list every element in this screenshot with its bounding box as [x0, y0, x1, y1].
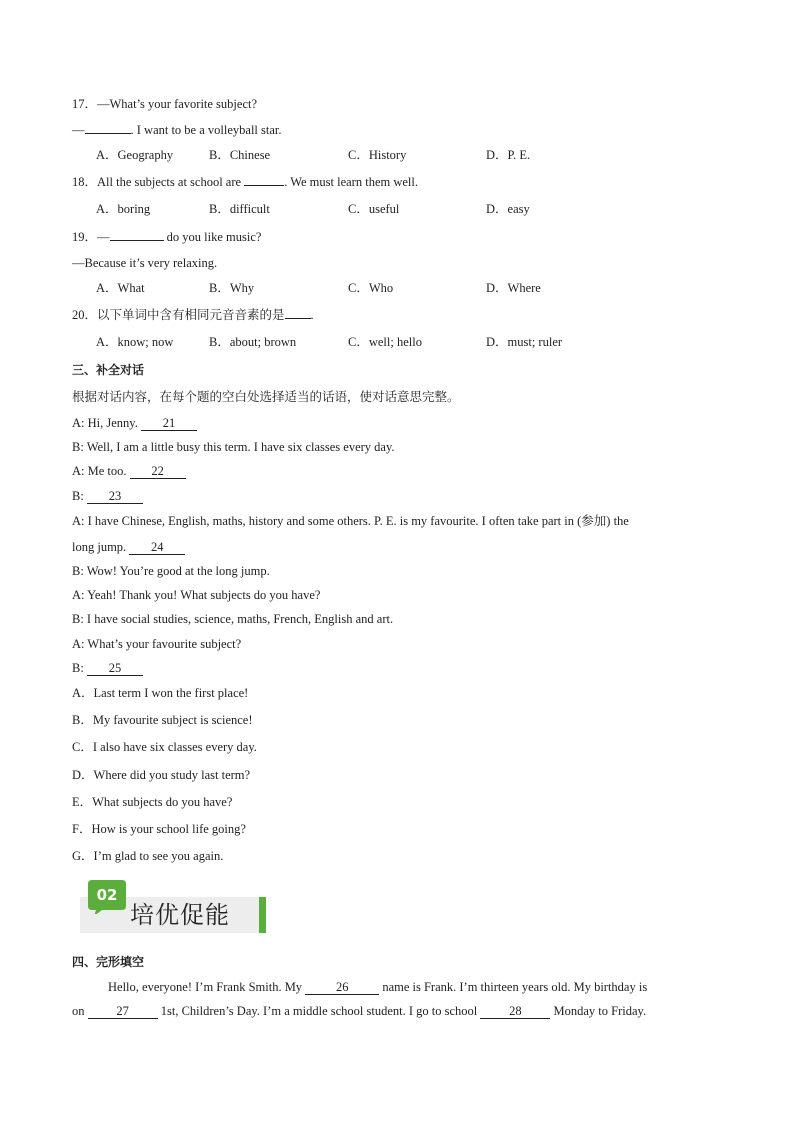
q20-stem-b: .	[310, 308, 314, 322]
q20-option-a[interactable]: A．know; now	[96, 335, 174, 349]
blank-23[interactable]: 23	[87, 490, 143, 504]
q20-stem-a: 20．以下单词中含有相同元音音素的是	[72, 308, 285, 322]
blank-26[interactable]: 26	[305, 981, 379, 995]
blank-28[interactable]: 28	[480, 1005, 550, 1019]
q17-option-a[interactable]: A．Geography	[96, 148, 174, 162]
choice-c[interactable]: C．I also have six classes every day.	[72, 740, 257, 754]
section4-heading: 四、完形填空	[72, 955, 145, 969]
q20-blank[interactable]	[285, 318, 311, 319]
section3-instruction: 根据对话内容，在每个题的空白处选择适当的话语，使对话意思完整。	[72, 390, 460, 404]
dialogue-line-6	[72, 539, 185, 555]
q18-option-b[interactable]: B．difficult	[209, 202, 270, 216]
cloze-line-1	[108, 979, 647, 995]
choice-e[interactable]: E．What subjects do you have?	[72, 795, 233, 809]
choice-a[interactable]: A．Last term I won the first place!	[72, 686, 249, 700]
q18-option-d[interactable]: D．easy	[486, 202, 530, 216]
banner-accent-bar	[259, 897, 266, 933]
choice-g[interactable]: G．I’m glad to see you again.	[72, 849, 224, 863]
dialogue-text: long jump.	[72, 540, 130, 554]
dialogue-line-2: B: Well, I am a little busy this term. I have six classes every day.	[72, 440, 395, 454]
blank-22[interactable]: 22	[130, 465, 186, 479]
cloze-text: Monday to Friday.	[550, 1004, 647, 1018]
dialogue-text: B:	[72, 661, 87, 675]
dialogue-line-1	[72, 415, 197, 431]
dialogue-line-8: A: Yeah! Thank you! What subjects do you have?	[72, 588, 321, 602]
q17-blank[interactable]	[85, 133, 131, 134]
q17-option-d[interactable]: D．P. E.	[486, 148, 531, 162]
dialogue-text: B:	[72, 489, 87, 503]
q19-option-a[interactable]: A．What	[96, 281, 145, 295]
dialogue-line-7: B: Wow! You’re good at the long jump.	[72, 564, 270, 578]
banner-title: 培优促能	[130, 901, 230, 929]
q18-option-c[interactable]: C．useful	[348, 202, 400, 216]
q19-option-b[interactable]: B．Why	[209, 281, 255, 295]
q17-answer-line	[72, 122, 282, 138]
blank-24[interactable]: 24	[129, 541, 185, 555]
q19-blank[interactable]	[110, 240, 164, 241]
cloze-text: name is Frank. I’m thirteen years old. My birthday is	[379, 980, 648, 994]
q19-option-c[interactable]: C．Who	[348, 281, 394, 295]
q19-option-d[interactable]: D．Where	[486, 281, 541, 295]
dialogue-text: A: Hi, Jenny.	[72, 416, 141, 430]
section3-heading: 三、补全对话	[72, 363, 145, 377]
q18-stem-a: 18．All the subjects at school are	[72, 175, 245, 189]
cloze-text: on	[72, 1004, 88, 1018]
dialogue-line-10: A: What’s your favourite subject?	[72, 637, 242, 651]
q19-stem-prefix: 19．—	[72, 230, 110, 244]
q19-answer: —Because it’s very relaxing.	[72, 256, 218, 270]
q17-stem: 17．—What’s your favorite subject?	[72, 97, 258, 111]
choice-f[interactable]: F．How is your school life going?	[72, 822, 246, 836]
q19-stem-suffix: do you like music?	[163, 230, 262, 244]
section-banner	[80, 877, 266, 933]
dialogue-text: A: Me too.	[72, 464, 130, 478]
blank-25[interactable]: 25	[87, 662, 143, 676]
q19-stem	[72, 229, 261, 245]
cloze-text: Hello, everyone! I’m Frank Smith. My	[108, 980, 306, 994]
blank-27[interactable]: 27	[88, 1005, 158, 1019]
q20-stem	[72, 307, 314, 323]
q17-option-c[interactable]: C．History	[348, 148, 407, 162]
cloze-text: 1st, Children’s Day. I’m a middle school student. I go to school	[157, 1004, 481, 1018]
dialogue-line-3	[72, 463, 186, 479]
dialogue-line-5: A: I have Chinese, English, maths, history and some others. P. E. is my favourite. I often take part in (参加) the	[72, 514, 629, 528]
blank-21[interactable]: 21	[141, 417, 197, 431]
q18-option-a[interactable]: A．boring	[96, 202, 151, 216]
q20-option-d[interactable]: D．must; ruler	[486, 335, 563, 349]
q18-stem	[72, 174, 418, 190]
choice-d[interactable]: D．Where did you study last term?	[72, 768, 251, 782]
dialogue-line-4	[72, 488, 143, 504]
q20-option-b[interactable]: B．about; brown	[209, 335, 297, 349]
q17-option-b[interactable]: B．Chinese	[209, 148, 271, 162]
dialogue-line-9: B: I have social studies, science, maths, French, English and art.	[72, 612, 394, 626]
q20-option-c[interactable]: C．well; hello	[348, 335, 422, 349]
q17-answer-prefix: —	[72, 123, 85, 137]
dialogue-line-11	[72, 660, 143, 676]
q17-answer-suffix: . I want to be a volleyball star.	[130, 123, 282, 137]
choice-b[interactable]: B．My favourite subject is science!	[72, 713, 253, 727]
banner-number: 02	[96, 886, 118, 904]
q18-stem-b: . We must learn them well.	[284, 175, 418, 189]
q18-blank[interactable]	[244, 185, 284, 186]
cloze-line-2	[72, 1003, 646, 1019]
